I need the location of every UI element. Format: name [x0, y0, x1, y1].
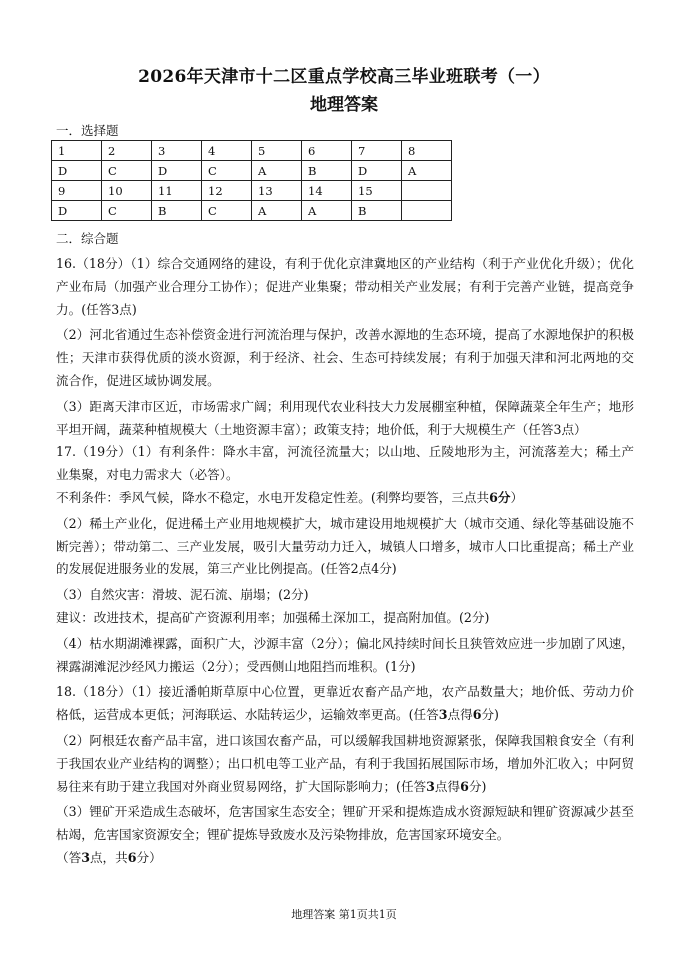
q18-part2-close: 分) — [468, 778, 487, 794]
table-cell: B — [152, 201, 202, 221]
table-cell: 6 — [302, 141, 352, 161]
table-cell: D — [52, 161, 102, 181]
q17-cons-close: ） — [510, 489, 524, 505]
table-cell: C — [102, 201, 152, 221]
table-cell: 11 — [152, 181, 202, 201]
q18-part1-close: 分) — [481, 707, 499, 723]
table-cell: 1 — [52, 141, 102, 161]
table-cell: B — [302, 161, 352, 181]
table-cell: D — [352, 161, 402, 181]
section-heading-comprehensive: 二．综合题 — [56, 231, 119, 246]
q18-part2-points: 3 — [426, 778, 435, 794]
table-cell — [402, 201, 452, 221]
q17-cons-score: 6分 — [489, 489, 511, 505]
q18-part1-score: 6 — [472, 707, 482, 723]
table-row — [52, 181, 452, 201]
table-cell — [402, 181, 452, 201]
table-cell: A — [252, 161, 302, 181]
table-cell: A — [302, 201, 352, 221]
table-row — [52, 161, 452, 181]
q18-part2-text: （2）阿根廷农畜产品丰富，进口该国农畜产品，可以缓解我国耕地资源紧张，保障我国粮食安全（有利于我国农业产业结构的调整）；出口机电等工业产品，有利于我国拓展国际市场，增加外汇收入；中阿贸易往来有助于建立我国对外商业贸易网络，扩大国际影响力；(任答 — [56, 732, 634, 794]
q18-note-open: （答 — [56, 849, 82, 865]
q17-cons-text: 不利条件：季风气候，降水不稳定，水电开发稳定性差。(利弊均要答，三点共 — [56, 489, 490, 505]
q17-part4: （4）枯水期湖滩裸露，面积广大，沙源丰富（2分）；偏北风持续时间长且狭管效应进一步加剧了风速，裸露湖滩泥沙经风力搬运（2分）；受西侧山地阻挡而堆积。(1分) — [56, 635, 634, 674]
q18-part1-mid: 点得 — [447, 707, 473, 723]
q18-note-points: 3 — [81, 849, 90, 865]
table-cell: 12 — [202, 181, 252, 201]
table-cell: 8 — [402, 141, 452, 161]
answer-table — [51, 140, 452, 221]
q16-part2: （2）河北省通过生态补偿资金进行河流治理与保护，改善水源地的生态环境，提高了水源地保护的积极性；天津市获得优质的淡水资源，利于经济、社会、生态可持续发展；有利于加强天津和河北两地的交流合作，促进区域协调发展。 — [56, 327, 634, 388]
q18-part3: （3）锂矿开采造成生态破坏，危害国家生态安全；锂矿开采和提炼造成水资源短缺和锂矿资源减少甚至枯竭，危害国家资源安全；锂矿提炼导致废水及污染物排放，危害国家环境安全。 — [56, 804, 634, 843]
page-subtitle: 地理答案 — [310, 95, 378, 115]
table-cell: 5 — [252, 141, 302, 161]
table-cell: 3 — [152, 141, 202, 161]
q16-part1: 16.（18分）（1）综合交通网络的建设，有利于优化京津冀地区的产业结构（利于产业优化升级）；优化产业布局（加强产业合理分工协作）；促进产业集聚；带动相关产业发展；有利于完善产业链，提高竞争力。(任答3点) — [56, 256, 634, 317]
q17-part2: （2）稀土产业化，促进稀土产业用地规模扩大，城市建设用地规模扩大（城市交通、绿化等基础设施不断完善）；带动第二、三产业发展，吸引大量劳动力迁入，城镇人口增多，城市人口比重提高；稀土产业的发展促进服务业的发展，第三产业比例提高。(任答2点4分) — [56, 515, 634, 577]
table-cell: D — [152, 161, 202, 181]
table-cell: D — [52, 201, 102, 221]
table-cell: C — [102, 161, 152, 181]
q17-part1: 17.（19分）（1）有利条件：降水丰富，河流径流量大；以山地、丘陵地形为主，河流落差大；稀土产业集聚，对电力需求大（必答）。 — [56, 444, 634, 483]
q18-part1-text: 18.（18分）（1）接近潘帕斯草原中心位置，更靠近农畜产品产地，农产品数量大；地价低、劳动力价格低，运营成本更低；河海联运、水陆转运少，运输效率更高。(任答 — [56, 684, 634, 723]
page-title: 2026年天津市十二区重点学校高三毕业班联考（一） — [138, 67, 550, 87]
q18-part2-score: 6 — [460, 778, 469, 794]
table-cell: B — [352, 201, 402, 221]
q17-part3: （3）自然灾害：滑坡、泥石流、崩塌；(2分) — [56, 587, 309, 603]
table-cell: 10 — [102, 181, 152, 201]
page-footer: 地理答案 第1页共1页 — [291, 908, 397, 921]
table-cell: 14 — [302, 181, 352, 201]
table-cell: A — [252, 201, 302, 221]
q18-part2 — [56, 730, 634, 798]
q18-part2-mid: 点得 — [434, 778, 461, 794]
q18-part1 — [56, 681, 634, 727]
q17-part1-cons — [56, 487, 634, 510]
table-row — [52, 201, 452, 221]
table-cell: 15 — [352, 181, 402, 201]
table-cell: A — [402, 161, 452, 181]
q18-note-mid: 点，共 — [89, 849, 128, 865]
table-cell: C — [202, 161, 252, 181]
q18-part1-points: 3 — [438, 707, 448, 723]
table-cell: 9 — [52, 181, 102, 201]
table-cell: C — [202, 201, 252, 221]
table-cell: 2 — [102, 141, 152, 161]
table-row — [52, 141, 452, 161]
table-cell: 13 — [252, 181, 302, 201]
answers-body — [56, 253, 634, 870]
table-cell: 4 — [202, 141, 252, 161]
q16-part3: （3）距离天津市区近，市场需求广阔；利用现代农业科技大力发展棚室种植，保障蔬菜全年生产；地形平坦开阔，蔬菜种植规模大（土地资源丰富）；政策支持；地价低，利于大规模生产（任答3点） — [56, 398, 634, 437]
q18-part3-score-note — [56, 847, 634, 870]
q18-note-score: 6 — [127, 849, 137, 865]
q17-part3-advice: 建议：改进技术，提高矿产资源利用率；加强稀土深加工，提高附加值。(2分) — [56, 609, 490, 625]
q18-note-close: 分） — [136, 849, 162, 865]
table-cell: 7 — [352, 141, 402, 161]
section-heading-choice: 一．选择题 — [56, 123, 119, 138]
